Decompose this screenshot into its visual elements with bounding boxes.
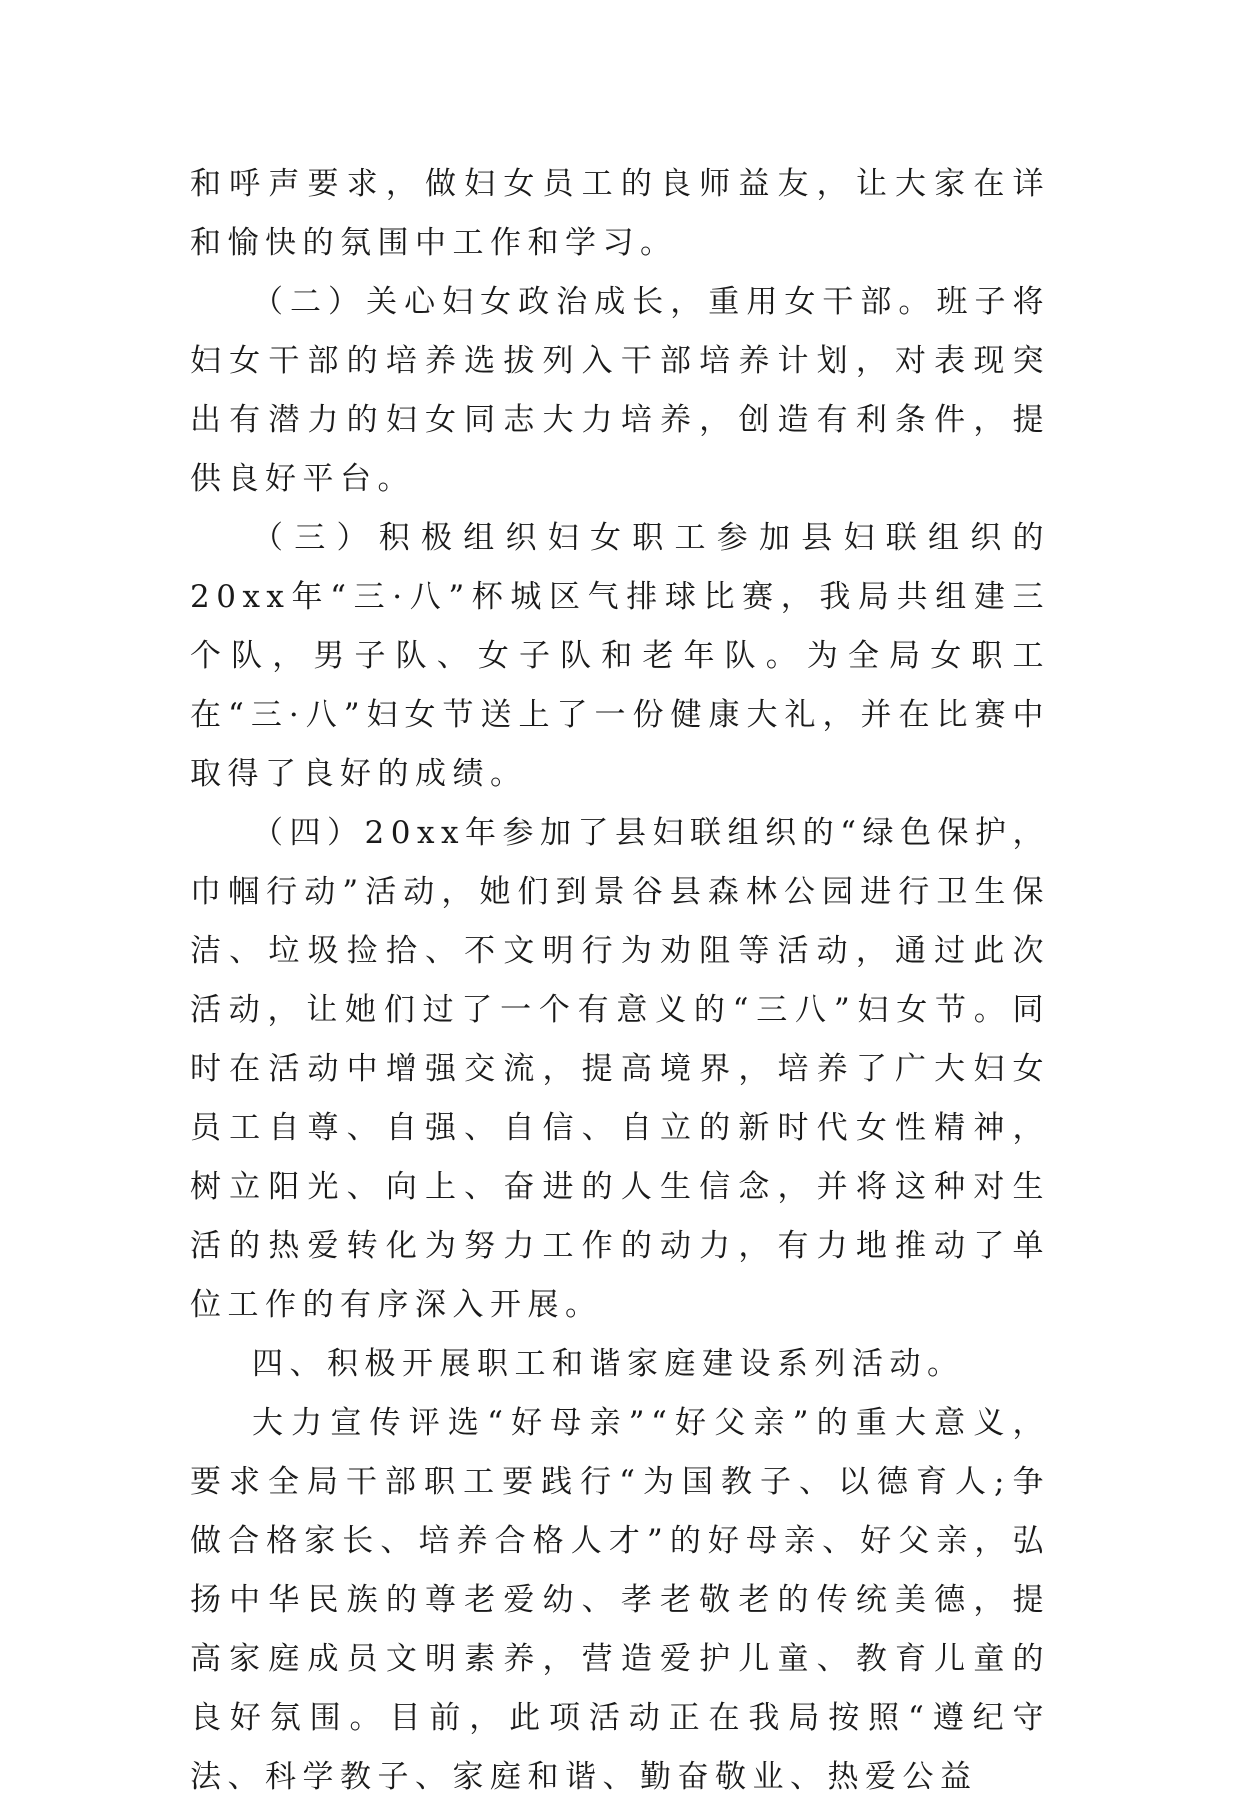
paragraph-family-activities: 大力宣传评选“好母亲”“好父亲”的重大意义，要求全局干部职工要践行“为国教子、以德育人;争做合格家长、培养合格人才”的好母亲、好父亲，弘扬中华民族的尊老爱幼、孝老敬老的传统美德，提高家庭成员文明素养，营造爱护儿童、教育儿童的良好氛围。目前，此项活动正在我局按照“遵纪守法、科学教子、家庭和谐、勤奋敬业、热爱公益 <box>190 1405 1051 1795</box>
paragraph-section-2: （二）关心妇女政治成长，重用女干部。班子将妇女干部的培养选拔列入干部培养计划，对表现突出有潜力的妇女同志大力培养，创造有利条件，提供良好平台。 <box>190 284 1050 497</box>
document-body <box>190 155 1050 1807</box>
section-heading-four: 四、积极开展职工和谐家庭建设系列活动。 <box>252 1346 965 1382</box>
paragraph-section-3: （三）积极组织妇女职工参加县妇联组织的20xx年“三·八”杯城区气排球比赛，我局共组建三个队，男子队、女子队和老年队。为全局女职工在“三·八”妇女节送上了一份健康大礼，并在比赛中取得了良好的成绩。 <box>190 520 1050 792</box>
paragraph-section-4: （四）20xx年参加了县妇联组织的“绿色保护，巾帼行动”活动，她们到景谷县森林公园进行卫生保洁、垃圾捡拾、不文明行为劝阻等活动，通过此次活动，让她们过了一个有意义的“三八”妇女节。同时在活动中增强交流，提高境界，培养了广大妇女员工自尊、自强、自信、自立的新时代女性精神，树立阳光、向上、奋进的人生信念，并将这种对生活的热爱转化为努力工作的动力，有力地推动了单位工作的有序深入开展。 <box>190 815 1050 1323</box>
paragraph-continuation: 和呼声要求，做妇女员工的良师益友，让大家在详和愉快的氛围中工作和学习。 <box>190 166 1050 261</box>
